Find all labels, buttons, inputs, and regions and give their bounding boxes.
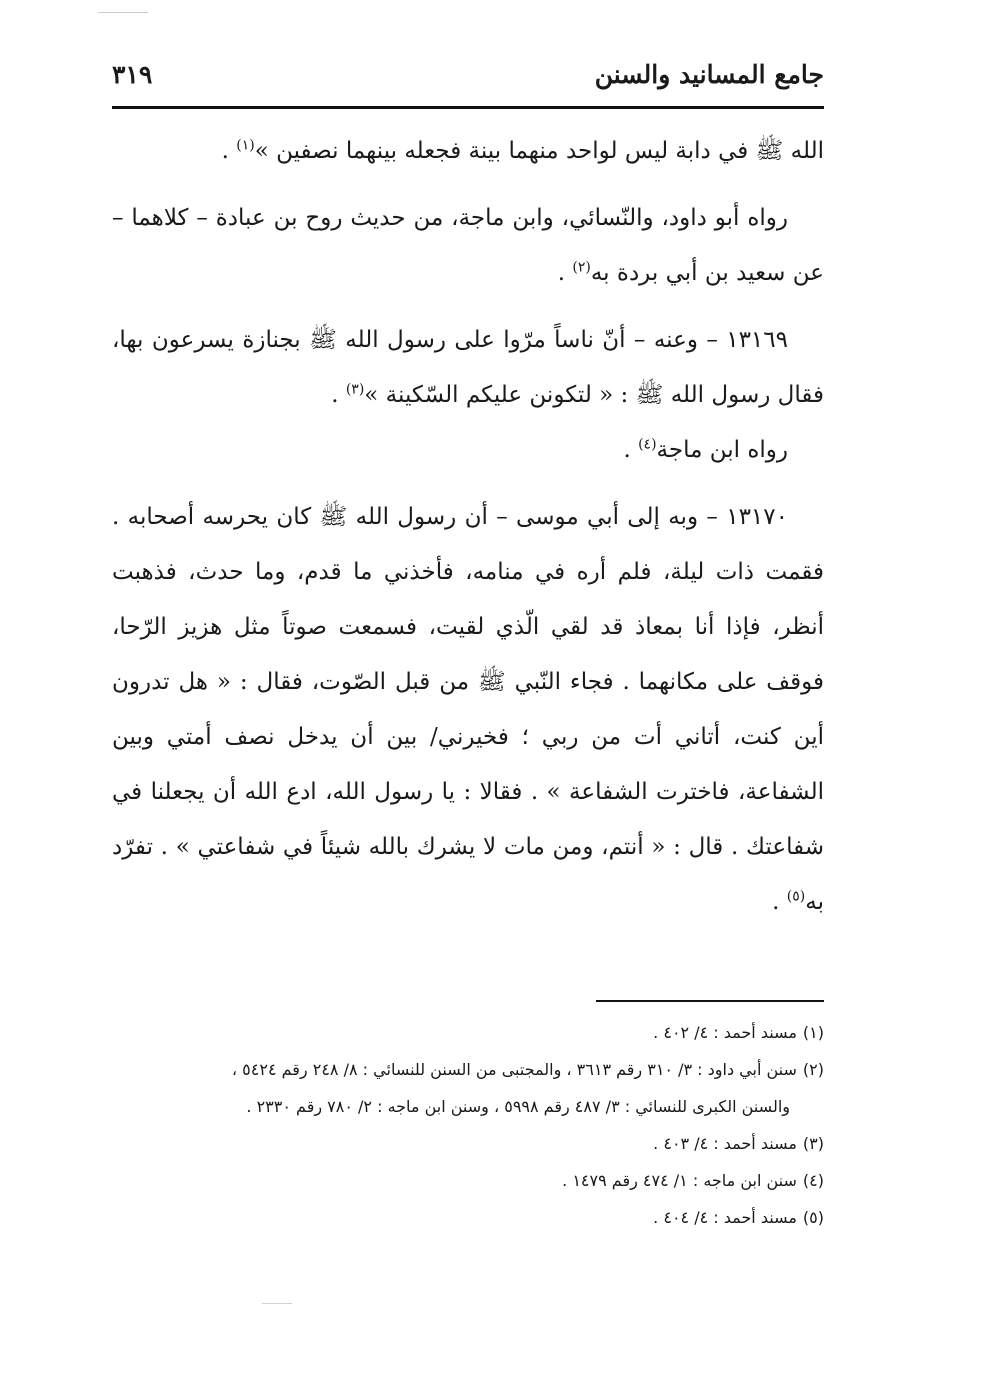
footnote-text: سنن أبي داود : ٣/ ٣١٠ رقم ٣٦١٣ ، والمجتبى من السنن للنسائي : ٨/ ٢٤٨ رقم ٥٤٢٤ ، xyxy=(231,1060,797,1079)
paragraph-tail: . xyxy=(557,260,573,286)
footnote-4 xyxy=(112,1162,824,1199)
footnote-number: (١) xyxy=(802,1023,824,1042)
header-rule xyxy=(112,106,824,109)
scan-artifact-line xyxy=(98,12,148,13)
footnote-2 xyxy=(112,1051,824,1088)
paragraph-narration-1 xyxy=(112,191,824,301)
footnote-ref-4: (٤) xyxy=(638,436,657,453)
footnote-number: (٢) xyxy=(802,1060,824,1079)
paragraph-text: رواه ابن ماجة xyxy=(656,437,788,463)
footnote-text: مسند أحمد : ٤/ ٤٠٢ . xyxy=(653,1023,797,1042)
page-number: ٣١٩ xyxy=(112,60,153,89)
paragraph-hadith-end xyxy=(112,124,824,179)
footnote-ref-1: (١) xyxy=(236,137,255,154)
paragraph-tail: . xyxy=(772,889,787,915)
footnote-2-continuation xyxy=(112,1088,824,1125)
main-text xyxy=(112,124,824,930)
paragraph-text: الله ﷺ في دابة ليس لواحد منهما بينة فجعله بينهما نصفين » xyxy=(254,138,824,164)
footnote-text: سنن ابن ماجه : ١/ ٤٧٤ رقم ١٤٧٩ . xyxy=(562,1171,797,1190)
paragraph-tail: . xyxy=(221,138,237,164)
paragraph-hadith-13170 xyxy=(112,490,824,930)
footnote-number: (٤) xyxy=(802,1171,824,1190)
paragraph-text: ١٣١٦٩ – وعنه – أنّ ناساً مرّوا على رسول الله ﷺ بجنازة يسرعون بها، فقال رسول الله ﷺ : « لتكونن عليكم السّكينة » xyxy=(112,327,824,408)
page-header xyxy=(112,55,824,99)
footnote-number: (٣) xyxy=(802,1134,824,1153)
footnote-3 xyxy=(112,1125,824,1162)
paragraph-text: رواه أبو داود، والنّسائي، وابن ماجة، من حديث روح بن عبادة – كلاهما – عن سعيد بن أبي بردة به xyxy=(112,205,824,286)
paragraph-narration-2 xyxy=(112,423,824,478)
paragraph-tail: . xyxy=(623,437,639,463)
footnote-ref-3: (٣) xyxy=(345,381,365,398)
footnotes xyxy=(112,1014,824,1236)
paragraph-text: ١٣١٧٠ – وبه إلى أبي موسى – أن رسول الله ﷺ كان يحرسه أصحابه . فقمت ذات ليلة، فلم أره في منامه، فأخذني ما قدم، وما حدث، فذهبت أنظر، فإذا أنا بمعاذ قد لقي الّذي لقيت، فسمعت صوتاً مثل هزيز الرّحا، فوقف على مكانهما . فجاء النّبي ﷺ من قبل الصّوت، فقال : « هل تدرون أين كنت، أتاني أت من ربي ؛ فخيرني/ بين أن يدخل نصف أمتي وبين الشفاعة، فاخترت الشفاعة » . فقالا : يا رسول الله، ادع الله أن يجعلنا في شفاعتك . قال : « أنتم، ومن مات لا يشرك بالله شيئاً في شفاعتي » . تفرّد به xyxy=(112,504,824,915)
footnote-ref-5: (٥) xyxy=(786,888,806,905)
footnote-text: مسند أحمد : ٤/ ٤٠٣ . xyxy=(653,1134,797,1153)
footnote-separator xyxy=(596,1000,824,1002)
footnote-1 xyxy=(112,1014,824,1051)
running-title: جامع المسانيد والسنن xyxy=(594,60,824,89)
footnote-5 xyxy=(112,1199,824,1236)
paragraph-tail: . xyxy=(331,382,346,408)
paragraph-hadith-13169 xyxy=(112,313,824,423)
footnote-text: مسند أحمد : ٤/ ٤٠٤ . xyxy=(653,1208,797,1227)
scan-artifact-line xyxy=(262,1303,292,1304)
footnote-number: (٥) xyxy=(802,1208,824,1227)
footnote-text: والسنن الكبرى للنسائي : ٣/ ٤٨٧ رقم ٥٩٩٨ ، وسنن ابن ماجه : ٢/ ٧٨٠ رقم ٢٣٣٠ . xyxy=(246,1097,790,1116)
footnote-ref-2: (٢) xyxy=(572,259,591,276)
